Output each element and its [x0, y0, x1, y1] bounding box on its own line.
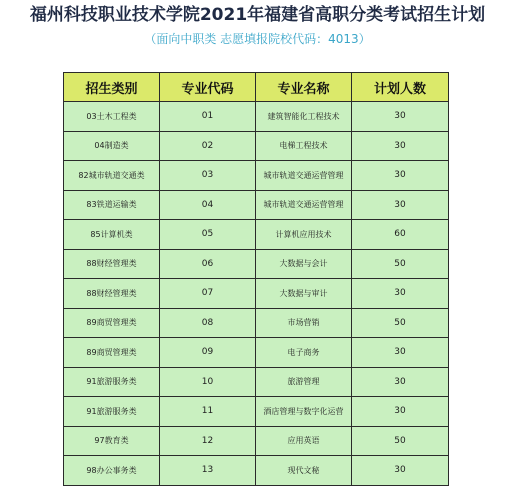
cell-planned-count: 30	[352, 161, 449, 191]
cell-planned-count: 30	[352, 279, 449, 309]
cell-planned-count: 30	[352, 456, 449, 486]
cell-major-code: 13	[160, 456, 256, 486]
page-title: 福州科技职业技术学院2021年福建省高职分类考试招生计划	[29, 5, 486, 25]
cell-planned-count: 50	[352, 308, 449, 338]
cell-major-name: 市场营销	[256, 308, 352, 338]
cell-planned-count: 50	[352, 426, 449, 456]
cell-planned-count: 50	[352, 249, 449, 279]
table-row	[64, 279, 449, 309]
cell-major-code: 05	[160, 220, 256, 250]
cell-category: 89商贸管理类	[64, 338, 160, 368]
table-row	[64, 367, 449, 397]
cell-planned-count: 30	[352, 367, 449, 397]
cell-category: 97教育类	[64, 426, 160, 456]
cell-major-code: 08	[160, 308, 256, 338]
cell-category: 98办公事务类	[64, 456, 160, 486]
table-row	[64, 190, 449, 220]
cell-major-code: 10	[160, 367, 256, 397]
table-row	[64, 338, 449, 368]
enrollment-plan-table-container	[63, 72, 448, 486]
cell-major-name: 城市轨道交通运营管理	[256, 190, 352, 220]
table-row	[64, 426, 449, 456]
table-row	[64, 308, 449, 338]
cell-major-name: 应用英语	[256, 426, 352, 456]
cell-major-name: 大数据与会计	[256, 249, 352, 279]
cell-major-code: 06	[160, 249, 256, 279]
cell-major-name: 建筑智能化工程技术	[256, 102, 352, 132]
cell-category: 91旅游服务类	[64, 397, 160, 427]
cell-major-name: 大数据与审计	[256, 279, 352, 309]
cell-category: 82城市轨道交通类	[64, 161, 160, 191]
cell-major-code: 09	[160, 338, 256, 368]
cell-planned-count: 30	[352, 397, 449, 427]
table-row	[64, 220, 449, 250]
table-row	[64, 397, 449, 427]
table-row	[64, 456, 449, 486]
cell-major-name: 计算机应用技术	[256, 220, 352, 250]
cell-major-code: 01	[160, 102, 256, 132]
cell-category: 04制造类	[64, 131, 160, 161]
cell-planned-count: 60	[352, 220, 449, 250]
cell-category: 85计算机类	[64, 220, 160, 250]
cell-major-name: 现代文秘	[256, 456, 352, 486]
header-major-code: 专业代码	[160, 73, 256, 102]
cell-planned-count: 30	[352, 131, 449, 161]
header-major-name: 专业名称	[256, 73, 352, 102]
cell-major-code: 03	[160, 161, 256, 191]
cell-planned-count: 30	[352, 190, 449, 220]
header-planned-count: 计划人数	[352, 73, 449, 102]
cell-category: 89商贸管理类	[64, 308, 160, 338]
cell-major-name: 城市轨道交通运营管理	[256, 161, 352, 191]
cell-category: 83铁道运输类	[64, 190, 160, 220]
table-row	[64, 249, 449, 279]
table-header-row	[64, 73, 449, 102]
cell-major-code: 04	[160, 190, 256, 220]
cell-major-code: 07	[160, 279, 256, 309]
header-category: 招生类别	[64, 73, 160, 102]
cell-category: 88财经管理类	[64, 249, 160, 279]
page-subtitle: （面向中职类 志愿填报院校代码：4013）	[144, 32, 371, 46]
table-row	[64, 161, 449, 191]
table-row	[64, 131, 449, 161]
cell-category: 88财经管理类	[64, 279, 160, 309]
cell-planned-count: 30	[352, 338, 449, 368]
table-row	[64, 102, 449, 132]
cell-major-code: 11	[160, 397, 256, 427]
enrollment-plan-table	[63, 72, 449, 486]
cell-major-name: 酒店管理与数字化运营	[256, 397, 352, 427]
cell-planned-count: 30	[352, 102, 449, 132]
cell-major-name: 电子商务	[256, 338, 352, 368]
cell-major-code: 12	[160, 426, 256, 456]
cell-category: 91旅游服务类	[64, 367, 160, 397]
cell-category: 03土木工程类	[64, 102, 160, 132]
cell-major-code: 02	[160, 131, 256, 161]
table-body	[64, 102, 449, 486]
cell-major-name: 旅游管理	[256, 367, 352, 397]
cell-major-name: 电梯工程技术	[256, 131, 352, 161]
